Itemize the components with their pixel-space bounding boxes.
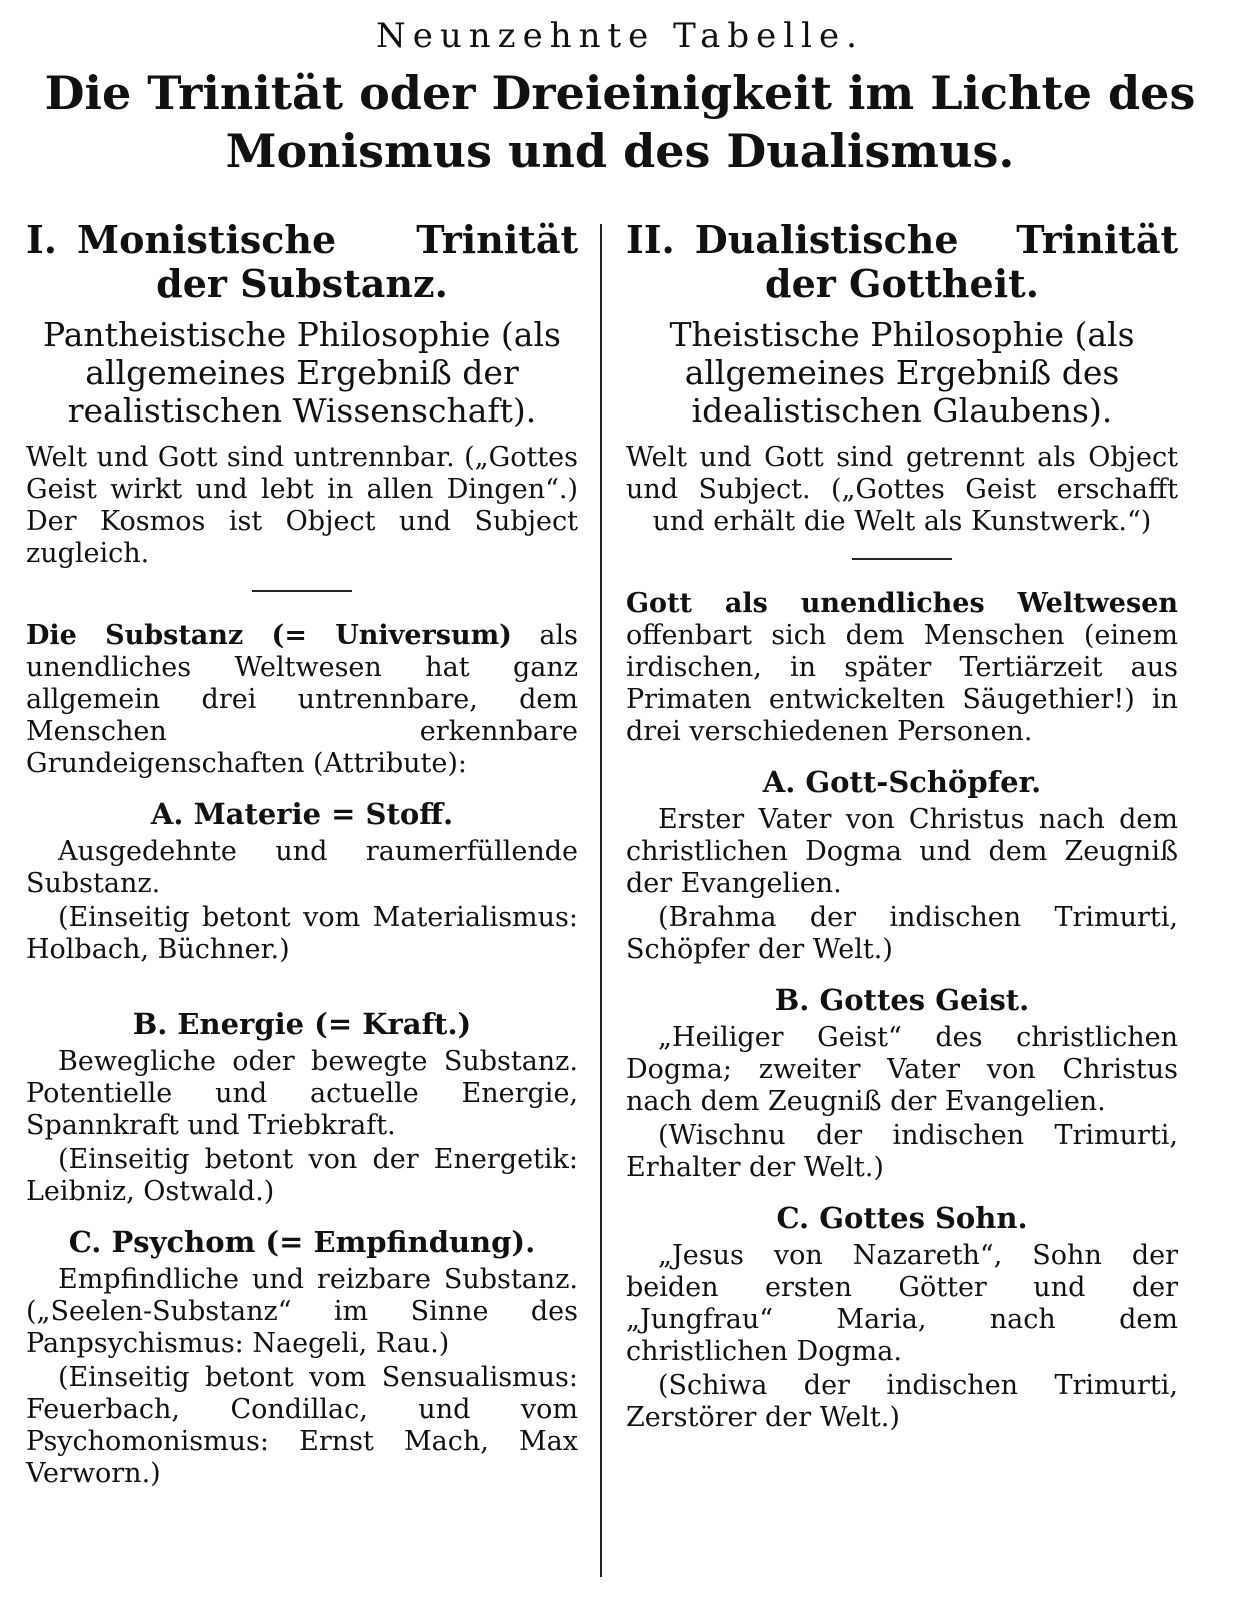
dualism-heading-text: Dualistische Trinität der Gottheit. bbox=[694, 217, 1178, 306]
attribute-description: Ausgedehnte und raumerfüllende Substanz. bbox=[26, 836, 578, 899]
attribute-note: (Einseitig betont vom Sensualismus: Feuerbach, Condillac, und vom Psychomonismus: Ernst Mach, Max Verworn.) bbox=[26, 1362, 578, 1489]
monism-heading bbox=[26, 218, 578, 306]
attribute-heading: A. Materie = Stoff. bbox=[150, 797, 454, 831]
monism-heading-text: Monistische Trinität der Substanz. bbox=[77, 217, 578, 306]
person-heading: A. Gott-Schöpfer. bbox=[762, 765, 1042, 799]
attribute-description: Empfindliche und reizbare Substanz. („Seelen-Substanz“ im Sinne des Panpsychismus: Naegeli, Rau.) bbox=[26, 1264, 578, 1359]
dualism-intro-bold: Gott als unendliches Weltwesen bbox=[626, 588, 1178, 619]
attribute-description: Bewegliche oder bewegte Substanz. Potentielle und actuelle Energie, Spannkraft und Triebkraft. bbox=[26, 1046, 578, 1141]
monism-intro-text: als unendliches Weltwesen hat ganz allgemein drei untrennbare, dem Menschen erkennbare Grundeigenschaften (Attribute): bbox=[26, 620, 578, 779]
person-block bbox=[626, 764, 1178, 966]
attribute-block bbox=[26, 1224, 578, 1490]
column-divider bbox=[600, 224, 602, 1577]
attribute-block bbox=[26, 796, 578, 966]
monism-numeral: I. bbox=[26, 217, 58, 262]
monism-philosophy: Pantheistische Philosophie (als allgemeines Ergebniß der realistischen Wissenschaft). bbox=[43, 315, 561, 430]
attribute-heading: B. Energie (= Kraft.) bbox=[132, 1007, 472, 1041]
dualism-heading bbox=[626, 218, 1178, 306]
two-column-table bbox=[26, 218, 1214, 1577]
person-block bbox=[626, 982, 1178, 1184]
monism-intro-bold: Die Substanz (= Universum) bbox=[26, 620, 512, 651]
person-heading: B. Gottes Geist. bbox=[774, 983, 1030, 1017]
dualism-column bbox=[626, 218, 1178, 1434]
monism-column bbox=[26, 218, 578, 1490]
attribute-note: (Einseitig betont von der Energetik: Leibniz, Ostwald.) bbox=[26, 1144, 578, 1207]
attribute-heading: C. Psychom (= Empfindung). bbox=[68, 1225, 536, 1259]
dualism-numeral: II. bbox=[626, 217, 675, 262]
dualism-intro-text: offenbart sich dem Menschen (einem irdischen, in später Tertiärzeit aus Primaten entwickelten Säugethier!) in drei verschiedenen Personen. bbox=[626, 620, 1178, 747]
table-number: Neunzehnte Tabelle. bbox=[376, 16, 864, 56]
dualism-intro bbox=[626, 588, 1178, 748]
person-description: „Jesus von Nazareth“, Sohn der beiden ersten Götter und der „Jungfrau“ Maria, nach dem christlichen Dogma. bbox=[626, 1240, 1178, 1367]
person-note: (Wischnu der indischen Trimurti, Erhalter der Welt.) bbox=[626, 1120, 1178, 1183]
attribute-note: (Einseitig betont vom Materialismus: Holbach, Büchner.) bbox=[26, 902, 578, 965]
page-title: Die Trinität oder Dreieinigkeit im Lichte des Monismus und des Dualismus. bbox=[44, 66, 1196, 178]
section-rule bbox=[252, 590, 352, 592]
section-rule bbox=[852, 558, 952, 560]
person-description: Erster Vater von Christus nach dem christlichen Dogma und dem Zeugniß der Evangelien. bbox=[626, 804, 1178, 899]
dualism-philosophy: Theistische Philosophie (als allgemeines Ergebniß des idealistischen Glaubens). bbox=[669, 315, 1135, 430]
person-note: (Brahma der indischen Trimurti, Schöpfer der Welt.) bbox=[626, 902, 1178, 965]
monism-intro bbox=[26, 620, 578, 780]
dualism-relation: Welt und Gott sind getrennt als Object und Subject. („Gottes Geist erschafft und erhält die Welt als Kunstwerk.“) bbox=[626, 442, 1178, 537]
person-block bbox=[626, 1200, 1178, 1434]
attribute-block bbox=[26, 1006, 578, 1208]
person-note: (Schiwa der indischen Trimurti, Zerstörer der Welt.) bbox=[626, 1370, 1178, 1433]
person-description: „Heiliger Geist“ des christlichen Dogma; zweiter Vater von Christus nach dem Zeugniß der Evangelien. bbox=[626, 1022, 1178, 1117]
monism-relation: Welt und Gott sind untrennbar. („Gottes Geist wirkt und lebt in allen Dingen“.) Der Kosmos ist Object und Subject zugleich. bbox=[26, 442, 578, 569]
person-heading: C. Gottes Sohn. bbox=[776, 1201, 1028, 1235]
